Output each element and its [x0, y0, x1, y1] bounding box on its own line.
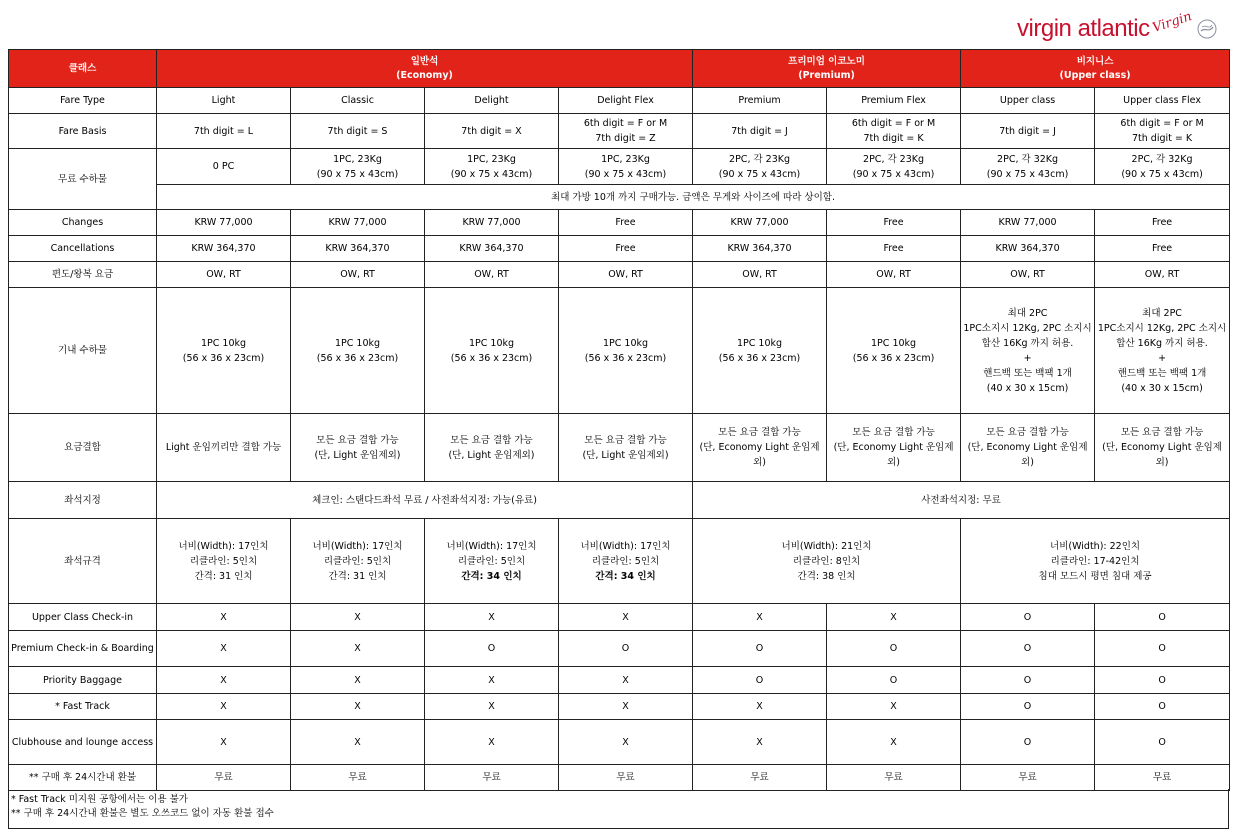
- fare-cell: 7th digit = X: [425, 114, 559, 149]
- fare-cell: X: [827, 694, 961, 720]
- fare-cell: X: [157, 694, 291, 720]
- fare-cell: Free: [559, 210, 693, 236]
- fare-cell: 모든 요금 결합 가능 (단, Light 운임제외): [291, 414, 425, 482]
- fare-cell: 모든 요금 결합 가능 (단, Light 운임제외): [425, 414, 559, 482]
- fare-cell: X: [559, 694, 693, 720]
- row-label: Clubhouse and lounge access: [9, 720, 157, 765]
- economy-header: 일반석 (Economy): [157, 50, 693, 88]
- fare-cell: 1PC, 23Kg (90 x 75 x 43cm): [425, 149, 559, 185]
- fare-cell: X: [559, 720, 693, 765]
- fare-cell: X: [425, 720, 559, 765]
- baggage-note: 최대 가방 10개 까지 구매가능. 금액은 무게와 사이즈에 따라 상이함.: [157, 185, 1230, 210]
- fare-cell: 1PC, 23Kg (90 x 75 x 43cm): [291, 149, 425, 185]
- baggage-note-row: [9, 185, 1230, 210]
- fare-cell: 1PC 10kg (56 x 36 x 23cm): [291, 288, 425, 414]
- fare-cell: X: [827, 604, 961, 631]
- fare-cell: O: [559, 631, 693, 667]
- seat-spec-upper: 너비(Width): 22인치 리클라인: 17-42인치 침대 모드시 평면 침대 제공: [961, 519, 1230, 604]
- fare-cell: O: [827, 631, 961, 667]
- fare-cell: 1PC 10kg (56 x 36 x 23cm): [559, 288, 693, 414]
- fare-cell: KRW 364,370: [693, 236, 827, 262]
- class-header-row: [9, 50, 1230, 88]
- premium-checkin-row: [9, 631, 1230, 667]
- row-label: 좌석규격: [9, 519, 157, 604]
- seat-spec-delight-flex: 너비(Width): 17인치 리클라인: 5인치 간격: 34 인치: [559, 519, 693, 604]
- row-label: 기내 수하물: [9, 288, 157, 414]
- fare-cell: OW, RT: [425, 262, 559, 288]
- fare-cell: 1PC 10kg (56 x 36 x 23cm): [693, 288, 827, 414]
- row-label: ** 구매 후 24시간내 환불: [9, 765, 157, 791]
- fare-cell: X: [425, 667, 559, 694]
- row-label: Fare Type: [9, 88, 157, 114]
- fare-cell: 무료: [157, 765, 291, 791]
- fare-cell: 최대 2PC 1PC소지시 12Kg, 2PC 소지시 합산 16Kg 까지 허용. + 핸드백 또는 백팩 1개 (40 x 30 x 15cm): [961, 288, 1095, 414]
- fare-cell: O: [1095, 720, 1230, 765]
- fare-cell: Delight: [425, 88, 559, 114]
- fare-cell: X: [291, 667, 425, 694]
- fare-type-row: [9, 88, 1230, 114]
- fare-cell: 2PC, 각 32Kg (90 x 75 x 43cm): [1095, 149, 1230, 185]
- fare-cell: Upper class Flex: [1095, 88, 1230, 114]
- fare-cell: Classic: [291, 88, 425, 114]
- fare-cell: KRW 77,000: [693, 210, 827, 236]
- fare-cell: Free: [1095, 210, 1230, 236]
- fare-cell: 2PC, 각 23Kg (90 x 75 x 43cm): [827, 149, 961, 185]
- baggage-row: [9, 149, 1230, 185]
- fare-cell: OW, RT: [961, 262, 1095, 288]
- footnote-refund: ** 구매 후 24시간내 환불은 별도 오쓰코드 없이 자동 환불 접수: [11, 808, 274, 819]
- fare-cell: O: [693, 631, 827, 667]
- fare-cell: X: [559, 667, 693, 694]
- fare-cell: KRW 364,370: [425, 236, 559, 262]
- fare-cell: X: [693, 604, 827, 631]
- fare-cell: 1PC, 23Kg (90 x 75 x 43cm): [559, 149, 693, 185]
- fare-cell: 1PC 10kg (56 x 36 x 23cm): [827, 288, 961, 414]
- fare-cell: KRW 77,000: [291, 210, 425, 236]
- fare-cell: O: [425, 631, 559, 667]
- row-label: Fare Basis: [9, 114, 157, 149]
- fare-cell: 7th digit = J: [693, 114, 827, 149]
- fare-cell: OW, RT: [291, 262, 425, 288]
- fare-cell: Free: [1095, 236, 1230, 262]
- refund-24h-row: [9, 765, 1230, 791]
- fare-cell: X: [291, 631, 425, 667]
- fare-cell: KRW 364,370: [291, 236, 425, 262]
- fare-cell: 무료: [425, 765, 559, 791]
- fast-track-row: [9, 694, 1230, 720]
- fare-cell: X: [693, 694, 827, 720]
- fare-cell: Light 운임끼리만 결합 가능: [157, 414, 291, 482]
- row-label: 요금결합: [9, 414, 157, 482]
- fare-cell: X: [157, 667, 291, 694]
- fare-cell: OW, RT: [693, 262, 827, 288]
- fare-cell: 1PC 10kg (56 x 36 x 23cm): [425, 288, 559, 414]
- skyteam-icon: [1196, 18, 1218, 40]
- changes-row: [9, 210, 1230, 236]
- fare-cell: 7th digit = L: [157, 114, 291, 149]
- fare-cell: O: [1095, 604, 1230, 631]
- row-label: Changes: [9, 210, 157, 236]
- fare-cell: O: [1095, 631, 1230, 667]
- economy-seat-selection: 체크인: 스탠다드좌석 무료 / 사전좌석지정: 가능(유료): [157, 482, 693, 519]
- seat-spec-classic: 너비(Width): 17인치 리클라인: 5인치 간격: 31 인치: [291, 519, 425, 604]
- fare-cell: X: [425, 694, 559, 720]
- fare-cell: Free: [559, 236, 693, 262]
- row-label: 좌석지정: [9, 482, 157, 519]
- footnote-fast-track: * Fast Track 미지원 공항에서는 이용 불가: [11, 794, 188, 805]
- fare-cell: Free: [827, 210, 961, 236]
- fare-cell: KRW 77,000: [425, 210, 559, 236]
- fare-cell: 모든 요금 결합 가능 (단, Economy Light 운임제외): [693, 414, 827, 482]
- fare-cell: X: [827, 720, 961, 765]
- priority-baggage-row: [9, 667, 1230, 694]
- fare-cell: 0 PC: [157, 149, 291, 185]
- fare-cell: 무료: [693, 765, 827, 791]
- fare-cell: OW, RT: [157, 262, 291, 288]
- fare-cell: 2PC, 각 32Kg (90 x 75 x 43cm): [961, 149, 1095, 185]
- seat-spec-light: 너비(Width): 17인치 리클라인: 5인치 간격: 31 인치: [157, 519, 291, 604]
- fare-cell: O: [961, 631, 1095, 667]
- fare-cell: X: [291, 604, 425, 631]
- fare-cell: O: [961, 694, 1095, 720]
- row-label: Premium Check-in & Boarding: [9, 631, 157, 667]
- fare-cell: 7th digit = S: [291, 114, 425, 149]
- seat-spec-delight: 너비(Width): 17인치 리클라인: 5인치 간격: 34 인치: [425, 519, 559, 604]
- fare-cell: O: [961, 604, 1095, 631]
- fare-cell: OW, RT: [827, 262, 961, 288]
- upper-checkin-row: [9, 604, 1230, 631]
- row-label: Cancellations: [9, 236, 157, 262]
- trip-type-row: [9, 262, 1230, 288]
- row-label: 편도/왕복 요금: [9, 262, 157, 288]
- fare-cell: 6th digit = F or M 7th digit = K: [1095, 114, 1230, 149]
- seat-spec-premium: 너비(Width): 21인치 리클라인: 8인치 간격: 38 인치: [693, 519, 961, 604]
- fare-cell: 모든 요금 결합 가능 (단, Light 운임제외): [559, 414, 693, 482]
- row-label: 무료 수하물: [9, 149, 157, 210]
- fare-cell: Free: [827, 236, 961, 262]
- fare-cell: 1PC 10kg (56 x 36 x 23cm): [157, 288, 291, 414]
- fare-cell: 모든 요금 결합 가능 (단, Economy Light 운임제외): [1095, 414, 1230, 482]
- fare-cell: 2PC, 각 23Kg (90 x 75 x 43cm): [693, 149, 827, 185]
- fare-cell: O: [961, 720, 1095, 765]
- fare-cell: 7th digit = J: [961, 114, 1095, 149]
- fare-cell: X: [157, 631, 291, 667]
- fare-comparison-table: [8, 49, 1230, 791]
- fare-cell: KRW 364,370: [157, 236, 291, 262]
- fare-cell: 6th digit = F or M 7th digit = Z: [559, 114, 693, 149]
- cancellations-row: [9, 236, 1230, 262]
- seat-spec-row: [9, 519, 1230, 604]
- fare-cell: O: [1095, 667, 1230, 694]
- footnotes: [8, 789, 1229, 829]
- fare-cell: 무료: [827, 765, 961, 791]
- fare-cell: Delight Flex: [559, 88, 693, 114]
- fare-cell: X: [425, 604, 559, 631]
- fare-cell: Premium: [693, 88, 827, 114]
- row-label: * Fast Track: [9, 694, 157, 720]
- fare-cell: X: [157, 720, 291, 765]
- fare-cell: 무료: [961, 765, 1095, 791]
- fare-cell: X: [157, 604, 291, 631]
- fare-cell: X: [291, 694, 425, 720]
- fare-cell: 모든 요금 결합 가능 (단, Economy Light 운임제외): [827, 414, 961, 482]
- clubhouse-row: [9, 720, 1230, 765]
- carry-on-row: [9, 288, 1230, 414]
- fare-cell: X: [559, 604, 693, 631]
- combination-row: [9, 414, 1230, 482]
- fare-cell: 최대 2PC 1PC소지시 12Kg, 2PC 소지시 합산 16Kg 까지 허용. + 핸드백 또는 백팩 1개 (40 x 30 x 15cm): [1095, 288, 1230, 414]
- fare-cell: O: [693, 667, 827, 694]
- fare-cell: 무료: [291, 765, 425, 791]
- row-label: Priority Baggage: [9, 667, 157, 694]
- fare-cell: O: [961, 667, 1095, 694]
- row-label: Upper Class Check-in: [9, 604, 157, 631]
- fare-cell: O: [827, 667, 961, 694]
- fare-cell: Upper class: [961, 88, 1095, 114]
- fare-cell: OW, RT: [1095, 262, 1230, 288]
- brand-signature: Virgin: [1150, 8, 1194, 36]
- fare-cell: 무료: [559, 765, 693, 791]
- premium-header: 프리미엄 이코노미 (Premium): [693, 50, 961, 88]
- virgin-atlantic-logo: [1017, 10, 1218, 48]
- premium-upper-seat-selection: 사전좌석지정: 무료: [693, 482, 1230, 519]
- fare-cell: 6th digit = F or M 7th digit = K: [827, 114, 961, 149]
- class-label: 클래스: [9, 50, 157, 88]
- fare-cell: Premium Flex: [827, 88, 961, 114]
- upper-class-header: 비지니스 (Upper class): [961, 50, 1230, 88]
- fare-cell: KRW 77,000: [157, 210, 291, 236]
- fare-cell: KRW 77,000: [961, 210, 1095, 236]
- fare-cell: 무료: [1095, 765, 1230, 791]
- fare-cell: 모든 요금 결합 가능 (단, Economy Light 운임제외): [961, 414, 1095, 482]
- fare-cell: O: [1095, 694, 1230, 720]
- fare-basis-row: [9, 114, 1230, 149]
- brand-name: virgin atlantic: [1017, 15, 1150, 42]
- fare-cell: X: [291, 720, 425, 765]
- fare-cell: Light: [157, 88, 291, 114]
- fare-cell: OW, RT: [559, 262, 693, 288]
- seat-selection-row: [9, 482, 1230, 519]
- fare-cell: KRW 364,370: [961, 236, 1095, 262]
- fare-cell: X: [693, 720, 827, 765]
